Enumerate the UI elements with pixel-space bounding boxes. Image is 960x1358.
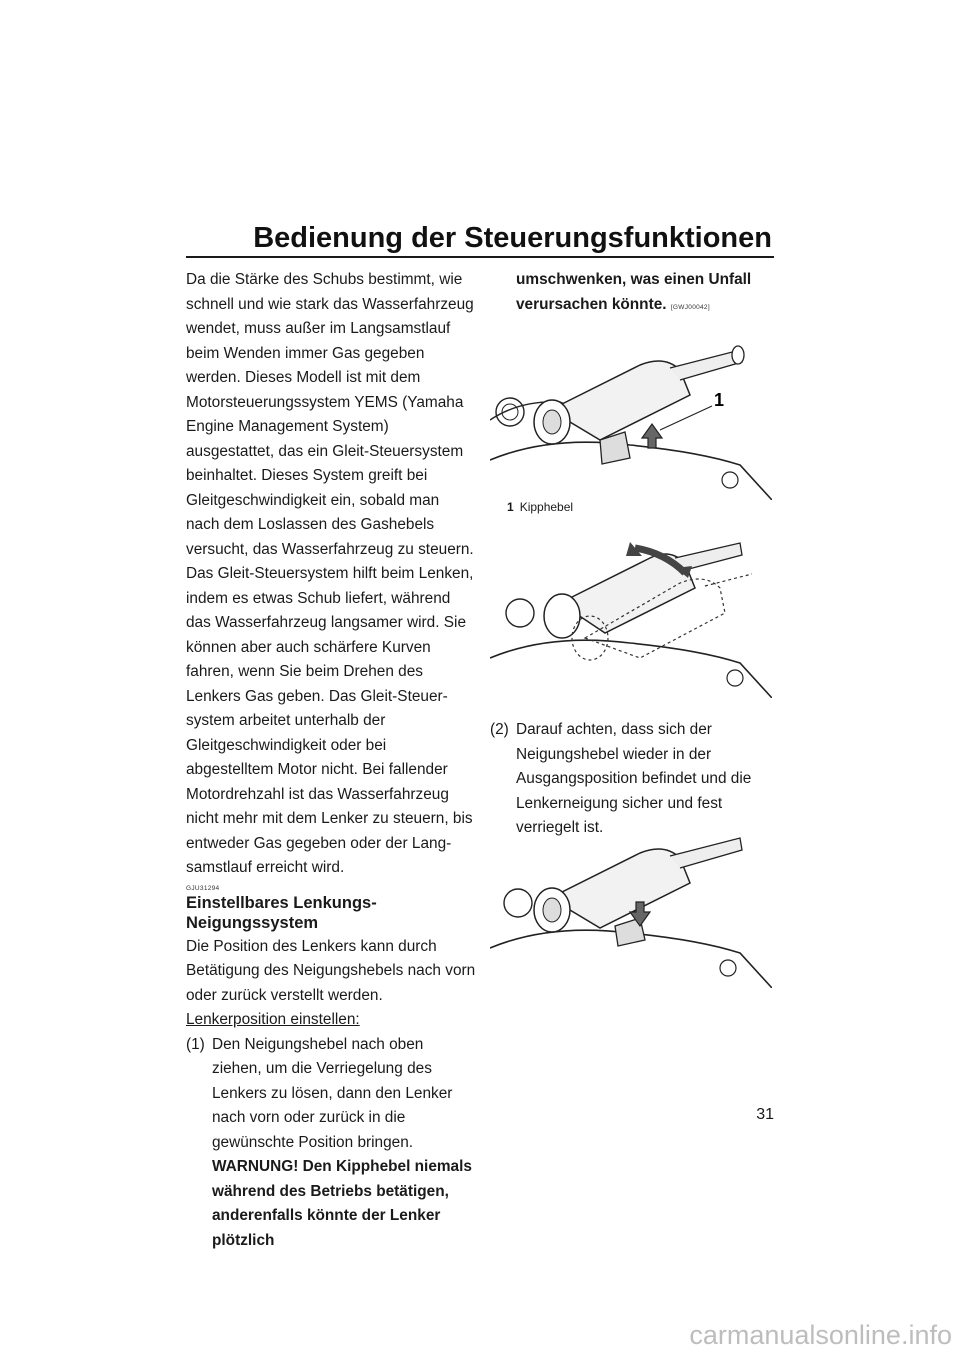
page-number: 31 xyxy=(756,1106,774,1123)
step-2-number: (2) xyxy=(490,721,509,738)
warning-code: [GWJ00042] xyxy=(670,303,710,311)
left-column xyxy=(186,268,476,1253)
figure-callout-1: 1 xyxy=(714,390,725,410)
section-title: Einstellbares Lenkungs-Neigungssystem xyxy=(186,893,377,932)
section-code: GJU31294 xyxy=(186,884,220,892)
handlebar-lock-illustration xyxy=(490,828,772,988)
subheading: Lenkerposition einstellen: xyxy=(186,1011,360,1028)
figure-caption xyxy=(507,500,573,514)
section-intro: Die Position des Lenkers kann durch Betätigung des Neigungshebels nach vorn oder zurück verstellt werden. xyxy=(186,937,476,1004)
watermark: carmanualsonline.info xyxy=(689,1320,952,1350)
step-1 xyxy=(186,1033,476,1254)
figure-tilt-lever-down xyxy=(490,828,772,988)
step-1-number: (1) xyxy=(186,1035,205,1053)
intro-paragraph: Da die Stärke des Schubs bestimmt, wie schnell und wie stark das Wasserfahrzeug wendet, muss außer im Langsamstlauf beim Wenden immer Gas gegeben werden. Dieses Modell ist mit dem Motorsteuerungssystem YEMS (Yamaha Engine Management System) ausgestattet, das ein Gleit-Steuersystem beinhaltet. Dieses System greift bei Gleitgeschwindigkeit ein, sobald man nach dem Loslassen des Gashebels versucht, das Wasserfahrzeug zu steuern. Das Gleit-Steuersystem hilft beim Lenken, indem es etwas Schub liefert, während das Wasserfahrzeug langsamer wird. Sie können aber auch schärfere Kurven fahren, wenn Sie beim Drehen des Lenkers Gas geben. Das Gleit-Steuersystem arbeitet unterhalb der Gleitgeschwindigkeit oder bei abgestelltem Motor nicht. Bei fallender Motordrehzahl ist das Wasserfahrzeug nicht mehr mit dem Lenker zu steuern, bis entweder Gas gegeben oder der Langsamstlauf erreicht wird. xyxy=(186,271,474,876)
caption-number: 1 xyxy=(507,500,514,514)
right-column xyxy=(490,268,780,320)
page-title: Bedienung der Steuerungsfunktionen xyxy=(253,222,772,254)
step-1-text: Den Neigungshebel nach oben ziehen, um die Verriegelung des Lenkers zu lösen, dann den Lenker nach vorn oder zurück in die gewünschte Position bringen. xyxy=(212,1035,453,1151)
caption-text: Kipphebel xyxy=(519,500,574,514)
step-1-warning: WARNUNG! Den Kipphebel niemals während des Betriebs betätigen, anderenfalls könnte der Lenker plötzlich xyxy=(212,1158,472,1249)
warning-continuation: umschwenken, was einen Unfall verursachen könnte. xyxy=(516,271,752,313)
figure-tilt-range xyxy=(490,528,772,698)
step-2-text: Darauf achten, dass sich der Neigungshebel wieder in der Ausgangsposition befindet und die Lenkerneigung sicher und fest verriegelt ist. xyxy=(516,721,752,836)
figure-tilt-lever-up xyxy=(490,340,772,500)
step-2-block xyxy=(490,718,780,841)
handlebar-tilt-illustration xyxy=(490,528,772,698)
step-2 xyxy=(490,718,780,841)
handlebar-illustration xyxy=(490,340,772,500)
title-rule xyxy=(186,256,774,258)
